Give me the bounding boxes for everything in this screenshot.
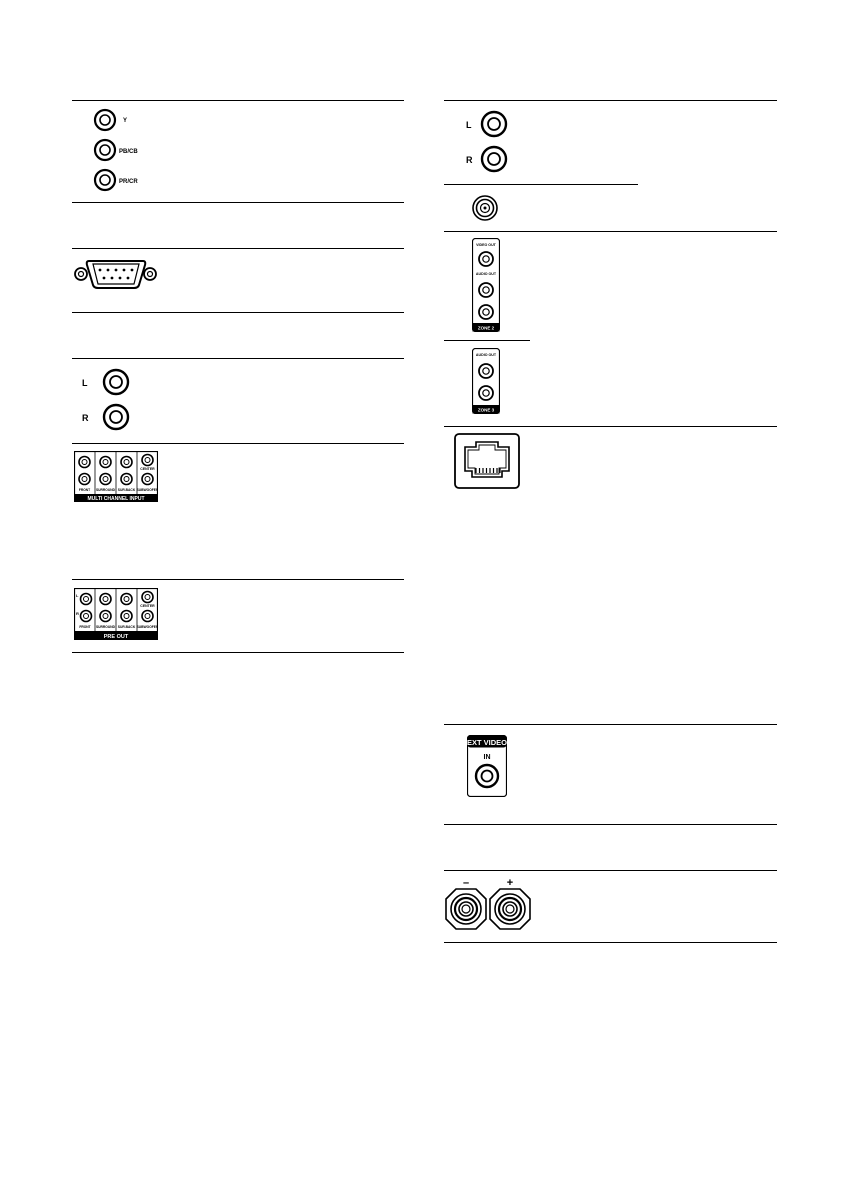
preout-col-surback: SUR.BACK	[117, 625, 136, 629]
terminal-minus-icon	[446, 889, 486, 929]
divider	[72, 312, 404, 313]
audio-right-col-left-label: L	[466, 120, 472, 130]
terminal-plus-icon	[490, 889, 530, 929]
divider	[444, 870, 777, 871]
ethernet-port-icon	[454, 433, 520, 489]
preout-col-surround: SURROUND	[95, 625, 116, 629]
rca-jack-right-icon	[482, 147, 506, 171]
pre-out-panel-icon	[74, 588, 158, 640]
mci-title: MULTI CHANNEL INPUT	[87, 496, 145, 502]
divider	[72, 579, 404, 580]
preout-side-right: R	[76, 611, 79, 616]
divider	[72, 100, 404, 101]
divider	[444, 824, 777, 825]
zone3-label: ZONE 3	[477, 407, 495, 413]
rca-jack-left-icon	[482, 112, 506, 136]
multi-channel-input-panel-icon	[74, 451, 158, 502]
jack-label-pr: PR/CR	[119, 179, 138, 185]
mci-col-surback: SUR.BACK	[117, 488, 136, 492]
terminal-plus-label: +	[506, 877, 514, 889]
audio-right-label: R	[82, 413, 89, 423]
zone3-audio-out-label: AUDIO OUT	[475, 353, 497, 357]
audio-lr-jacks-right-icon	[464, 108, 524, 176]
divider	[444, 340, 530, 341]
zone2-audio-out-label: AUDIO OUT	[475, 272, 497, 276]
preout-title: PRE OUT	[103, 634, 129, 640]
divider	[444, 942, 777, 943]
rca-jack-left-icon	[104, 370, 128, 394]
jack-label-y: Y	[123, 118, 128, 124]
mci-col-subwoofer: SUBWOOFER	[136, 488, 158, 492]
divider	[444, 231, 777, 232]
ext-video-title: EXT VIDEO	[467, 738, 507, 747]
ext-video-in-label: IN	[483, 754, 491, 761]
zone2-video-out-label: VIDEO OUT	[476, 243, 496, 247]
audio-left-label: L	[82, 378, 88, 388]
jack-label-pb: PB/CB	[119, 149, 138, 155]
terminal-minus-label: –	[462, 877, 470, 889]
rca-jack-pb-icon	[95, 140, 115, 160]
ext-video-in-icon	[467, 735, 507, 797]
preout-center-label: CENTER	[140, 604, 155, 608]
coaxial-jack-icon	[470, 193, 500, 223]
rs232c-dsub-connector-icon	[72, 255, 162, 295]
audio-lr-jacks-icon	[80, 366, 140, 434]
divider	[444, 100, 777, 101]
zone2-label: ZONE 2	[477, 325, 495, 331]
component-video-jacks-icon	[92, 106, 152, 196]
mci-col-front: FRONT	[78, 488, 91, 492]
mci-col-surround: SURROUND	[95, 488, 116, 492]
divider	[72, 202, 404, 203]
divider	[444, 184, 638, 185]
mci-center-label: CENTER	[140, 467, 155, 471]
divider	[72, 358, 404, 359]
divider	[72, 652, 404, 653]
divider	[444, 426, 777, 427]
audio-right-col-right-label: R	[466, 155, 473, 165]
preout-col-front: FRONT	[79, 625, 91, 629]
speaker-terminals-icon	[444, 876, 534, 932]
divider	[444, 724, 777, 725]
zone3-panel-icon	[472, 348, 500, 414]
zone2-panel-icon	[472, 238, 500, 332]
divider	[72, 443, 404, 444]
rca-jack-pr-icon	[95, 170, 115, 190]
preout-side-left: L	[76, 593, 79, 598]
divider	[72, 248, 404, 249]
preout-col-subwoofer: SUBWOOFER	[136, 625, 158, 629]
rca-jack-right-icon	[104, 405, 128, 429]
rca-jack-y-icon	[95, 110, 115, 130]
